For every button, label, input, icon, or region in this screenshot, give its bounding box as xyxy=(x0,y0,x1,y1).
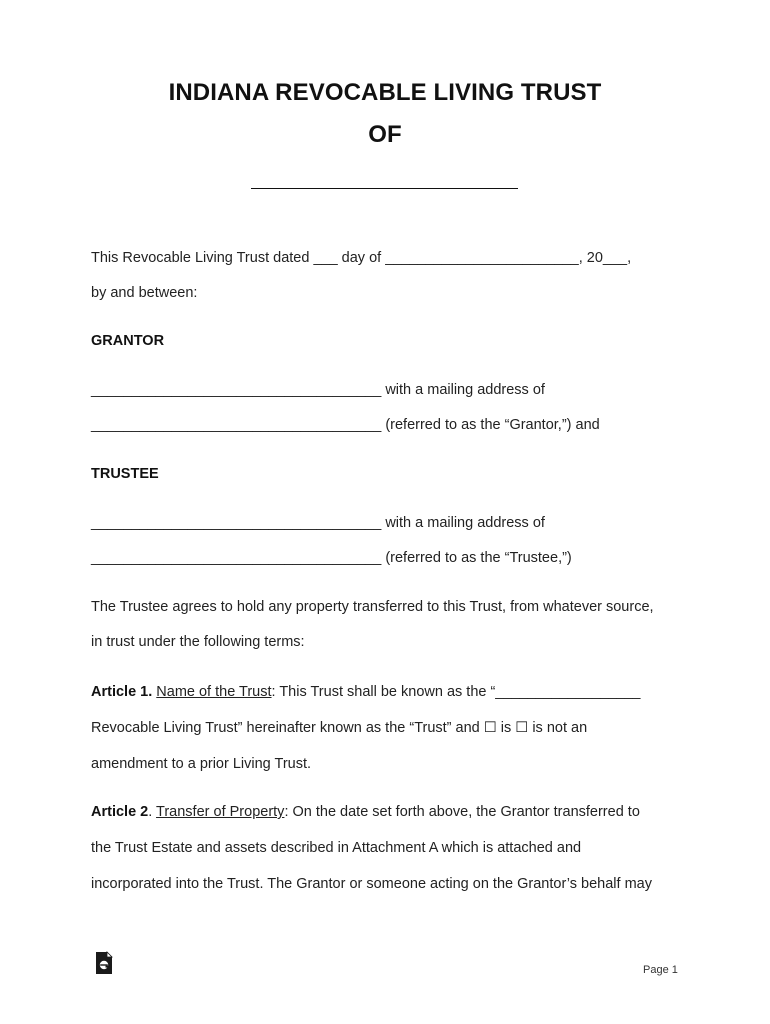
document-title-of: OF xyxy=(368,121,402,148)
eforms-logo-icon xyxy=(95,951,113,975)
grantor-heading: GRANTOR xyxy=(91,333,165,349)
article-2-line-2: the Trust Estate and assets described in Attachment A which is attached and xyxy=(91,840,582,856)
article-2-text: : On the date set forth above, the Grantor transferred to xyxy=(284,804,640,820)
article-2-label: Article 2 xyxy=(91,804,149,820)
article-1-heading: Name of the Trust xyxy=(156,684,272,700)
grantor-line-2: ____________________________________ (referred to as the “Grantor,”) and xyxy=(91,417,600,433)
article-2-heading: Transfer of Property xyxy=(156,804,285,820)
document-title: INDIANA REVOCABLE LIVING TRUST xyxy=(168,79,602,106)
article-2-line-3: incorporated into the Trust. The Grantor or someone acting on the Grantor’s behalf may xyxy=(91,876,652,892)
article-1-line-1 xyxy=(91,682,640,702)
grantor-line-1: ____________________________________ with a mailing address of xyxy=(91,382,545,398)
article-2-line-1 xyxy=(91,802,640,822)
trust-name-blank-line xyxy=(251,188,518,189)
trustee-line-1: ____________________________________ with a mailing address of xyxy=(91,515,545,531)
article-1-line-3: amendment to a prior Living Trust. xyxy=(91,756,312,772)
intro-line-2: by and between: xyxy=(91,285,198,301)
article-1-line-2: Revocable Living Trust” hereinafter known as the “Trust” and ☐ is ☐ is not an xyxy=(91,720,588,736)
article-1-label: Article 1. xyxy=(91,684,153,700)
agreement-line-1: The Trustee agrees to hold any property transferred to this Trust, from whatever source, xyxy=(91,599,654,615)
trustee-line-2: ____________________________________ (referred to as the “Trustee,”) xyxy=(91,550,572,566)
article-2-separator: . xyxy=(148,804,157,820)
trustee-heading: TRUSTEE xyxy=(91,466,159,482)
intro-line-1: This Revocable Living Trust dated ___ day of ________________________, 20___, xyxy=(91,250,632,266)
agreement-line-2: in trust under the following terms: xyxy=(91,634,305,650)
page-number: Page 1 xyxy=(643,964,678,976)
article-1-text: : This Trust shall be known as the “__________________ xyxy=(271,684,641,700)
